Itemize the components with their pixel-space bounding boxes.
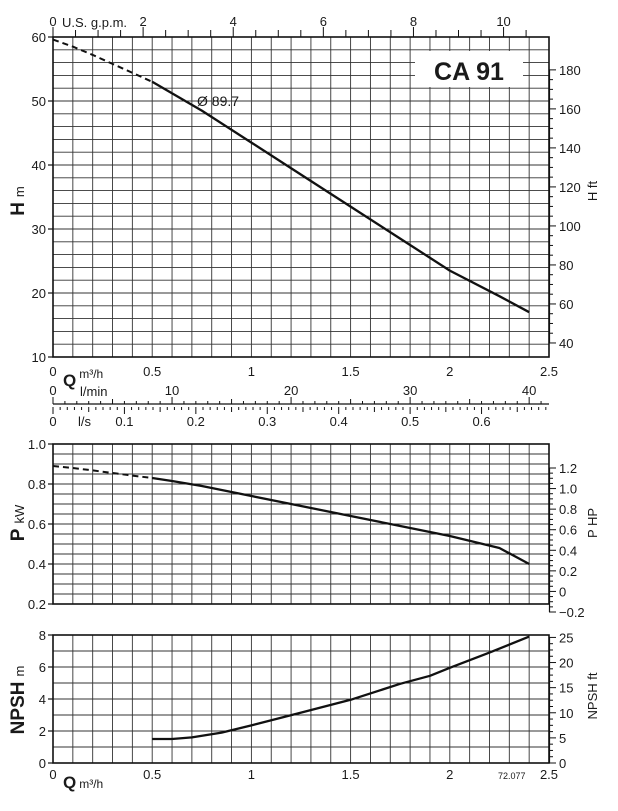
- q-bottom-tick-label: 0: [49, 767, 57, 782]
- y-tick-label: 4: [38, 692, 46, 707]
- y2-tick-label: 160: [559, 101, 581, 117]
- y-tick-label: 0.6: [27, 517, 46, 532]
- diameter-label: Ø 89.7: [197, 93, 240, 109]
- ls-tick-label: 0.4: [329, 414, 348, 429]
- lmin-tick-label: 0: [49, 383, 57, 398]
- y-tick-label: 2: [38, 724, 46, 739]
- curve-line: [152, 478, 529, 564]
- lmin-tick-label: 20: [283, 383, 299, 398]
- y-tick-label: 60: [31, 30, 46, 45]
- gpm-axis-label: U.S. g.p.m.: [62, 15, 128, 30]
- h-axis-unit: m: [12, 186, 27, 198]
- chart-code: 72.077: [498, 771, 526, 781]
- y2-tick-label: 15: [559, 680, 574, 696]
- gpm-tick-label: 10: [496, 14, 511, 29]
- q-tick-label: 0.5: [143, 364, 162, 379]
- p-axis-unit: kW: [12, 504, 27, 524]
- lmin-tick-label: 30: [402, 383, 418, 398]
- y2-tick-label: −0.2: [559, 605, 585, 620]
- lmin-axis-label: l/min: [80, 384, 108, 399]
- y2-tick-label: 25: [559, 630, 574, 646]
- y2-tick-label: 0.4: [559, 543, 578, 559]
- q-bottom-tick-label: 0.5: [143, 767, 162, 782]
- curve-line: [152, 82, 529, 312]
- tick-marks: [48, 27, 559, 763]
- gpm-tick-label: 0: [49, 14, 57, 29]
- y2-tick-label: 100: [559, 218, 581, 234]
- y-tick-label: 30: [31, 222, 46, 237]
- y2-tick-label: 10: [559, 705, 574, 721]
- y2-tick-label: 80: [559, 257, 574, 273]
- p-axis-title: [8, 504, 29, 541]
- npsh-axis-title: [8, 666, 29, 735]
- q-axis-unit: m³/h: [79, 367, 104, 381]
- gpm-tick-label: 4: [229, 14, 237, 29]
- ls-axis-label: l/s: [78, 414, 91, 429]
- gpm-tick-label: 8: [409, 14, 418, 29]
- npsh-ft-axis-title: NPSH ft: [585, 672, 600, 720]
- gpm-tick-label: 6: [319, 14, 327, 29]
- h-ft-axis-title: H ft: [585, 180, 600, 202]
- q-bottom-unit: m³/h: [79, 777, 104, 791]
- y2-tick-label: 1.2: [559, 461, 578, 476]
- p-hp-axis-title: P HP: [585, 507, 600, 539]
- y2-tick-label: 0: [559, 756, 567, 771]
- h-axis-main: H: [8, 202, 29, 216]
- y-tick-label: 6: [38, 660, 46, 675]
- curve-line: [152, 637, 529, 739]
- y2-tick-label: 140: [559, 140, 581, 156]
- y2-tick-label: 0.2: [559, 563, 578, 579]
- y-tick-label: 0.4: [27, 557, 46, 572]
- gpm-tick-label: 2: [139, 14, 147, 29]
- q-axis-main: Q: [63, 371, 77, 390]
- curve-dashed-segment: [53, 466, 152, 478]
- y-tick-label: 1.0: [27, 437, 46, 452]
- y-tick-label: 0.8: [27, 477, 46, 492]
- q-tick-label: 1: [247, 364, 256, 379]
- h-axis-title: [8, 186, 29, 216]
- y2-tick-label: 40: [559, 335, 574, 351]
- grid-layer: [53, 37, 549, 763]
- y2-tick-label: 5: [559, 730, 567, 746]
- p-axis-main: P: [8, 528, 29, 542]
- ls-tick-label: 0.1: [115, 414, 134, 429]
- q-bottom-axis-label: [63, 773, 103, 792]
- y-tick-label: 20: [31, 286, 46, 301]
- ls-tick-label: 0.2: [186, 414, 205, 429]
- ls-tick-label: 0: [49, 414, 57, 429]
- lmin-tick-label: 10: [164, 383, 180, 398]
- y2-tick-label: 60: [559, 296, 574, 312]
- y2-tick-label: 0.6: [559, 522, 578, 538]
- y-tick-label: 0.2: [27, 597, 46, 612]
- q-tick-label: 2.5: [539, 364, 559, 379]
- y2-tick-label: 180: [559, 62, 581, 78]
- q-bottom-main: Q: [63, 773, 77, 792]
- y-tick-label: 10: [31, 350, 46, 365]
- y-tick-label: 0: [38, 756, 46, 771]
- y2-tick-label: 1.0: [559, 481, 578, 497]
- ls-tick-label: 0.6: [472, 414, 491, 429]
- q-bottom-tick-label: 2.5: [539, 767, 559, 782]
- y-tick-label: 8: [38, 628, 46, 643]
- q-tick-label: 0: [49, 364, 57, 379]
- chart-title: CA 91: [434, 58, 504, 86]
- panel-frames: [53, 37, 549, 763]
- ls-tick-label: 0.3: [258, 414, 277, 429]
- q-bottom-tick-label: 2: [446, 767, 454, 782]
- npsh-axis-main: NPSH: [8, 681, 29, 735]
- y-tick-label: 50: [31, 94, 46, 109]
- q-tick-label: 2: [446, 364, 454, 379]
- y-tick-label: 40: [31, 158, 46, 173]
- y2-tick-label: 0.8: [559, 502, 578, 518]
- npsh-axis-unit: m: [12, 665, 27, 677]
- ls-tick-label: 0.5: [401, 414, 420, 429]
- y2-tick-label: 0: [559, 584, 567, 600]
- q-bottom-tick-label: 1: [247, 767, 256, 782]
- y2-tick-label: 120: [559, 179, 581, 195]
- q-bottom-tick-label: 1.5: [341, 767, 360, 782]
- lmin-tick-label: 40: [521, 383, 537, 398]
- q-tick-label: 1.5: [341, 364, 360, 379]
- y2-tick-label: 20: [559, 655, 574, 671]
